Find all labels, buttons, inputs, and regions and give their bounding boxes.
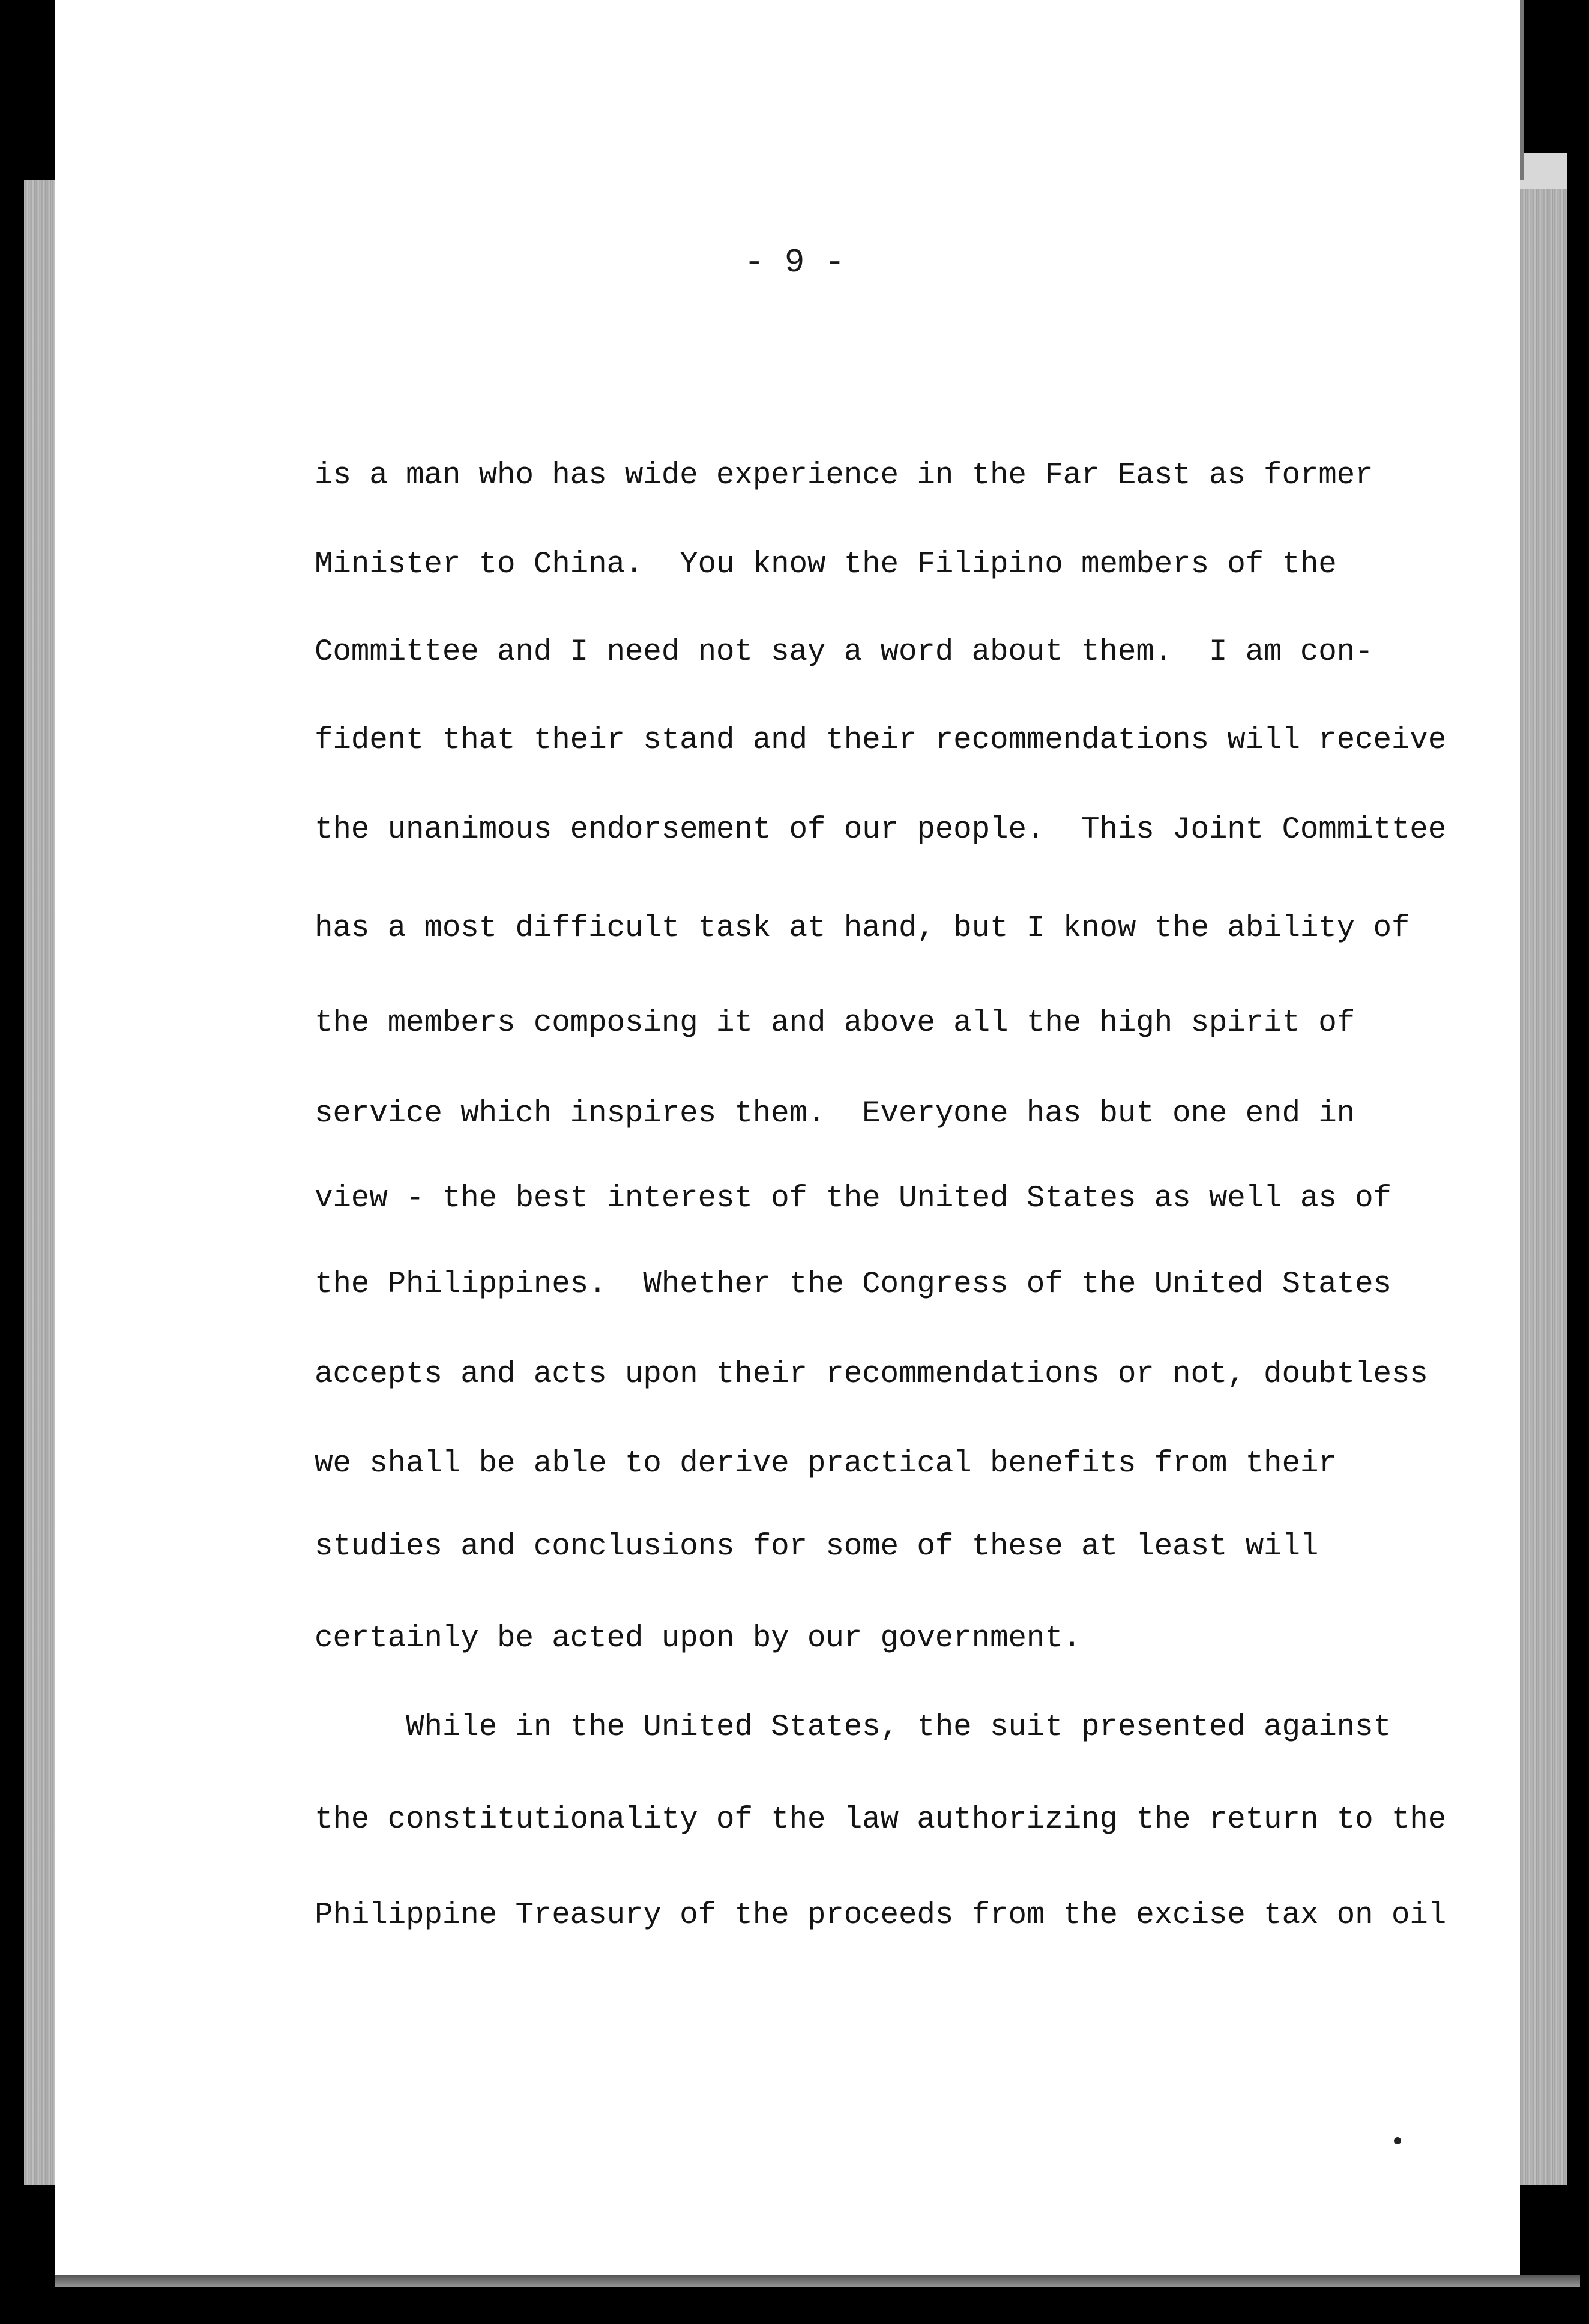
text-line-5: the unanimous endorsement of our people. This Joint Committee: [315, 813, 1447, 847]
text-line-11: accepts and acts upon their recommendations or not, doubtless: [315, 1357, 1428, 1392]
text-line-9: view - the best interest of the United States as well as of: [315, 1182, 1392, 1216]
text-line-13: studies and conclusions for some of these at least will: [315, 1530, 1319, 1564]
text-line-2: Minister to China. You know the Filipino members of the: [315, 548, 1337, 582]
text-line-1: is a man who has wide experience in the Far East as former: [315, 459, 1373, 493]
text-line-4: fident that their stand and their recommendations will receive: [315, 723, 1447, 758]
text-line-15: While in the United States, the suit presented against: [315, 1710, 1392, 1745]
text-line-8: service which inspires them. Everyone has but one end in: [315, 1097, 1355, 1131]
document-page: [55, 0, 1520, 2281]
text-line-14: certainly be acted upon by our government.: [315, 1622, 1082, 1656]
text-line-16: the constitutionality of the law authorizing the return to the: [315, 1803, 1447, 1837]
page-number: - 9 -: [744, 243, 845, 282]
text-line-12: we shall be able to derive practical benefits from their: [315, 1447, 1337, 1481]
text-line-17: Philippine Treasury of the proceeds from the excise tax on oil: [315, 1898, 1447, 1933]
scan-bottom-edge: [55, 2275, 1580, 2287]
page-edge-shadow: [1520, 0, 1524, 180]
text-line-3: Committee and I need not say a word about them. I am con-: [315, 635, 1373, 669]
text-line-10: the Philippines. Whether the Congress of the United States: [315, 1267, 1392, 1302]
text-line-6: has a most difficult task at hand, but I know the ability of: [315, 911, 1410, 946]
text-line-7: the members composing it and above all the high spirit of: [315, 1006, 1355, 1040]
ink-speck: [1394, 2137, 1401, 2144]
